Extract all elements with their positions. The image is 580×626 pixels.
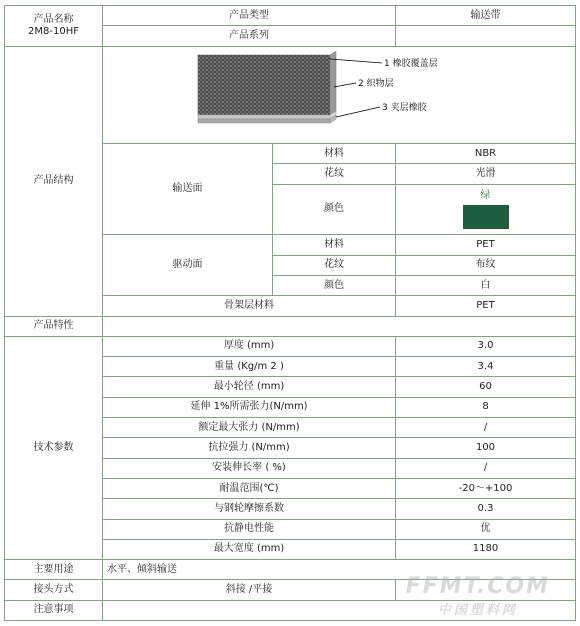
param-value: 1180 [396,539,576,559]
features-label: 产品特性 [5,316,103,336]
product-type-label: 产品类型 [103,6,396,26]
callout-line-3 [336,107,380,117]
conveying-pattern-label: 花纹 [273,164,396,184]
param-value: / [396,458,576,478]
drive-pattern-value: 布纹 [396,255,576,275]
watermark-line1: FFMT.COM [405,574,550,599]
param-value: -20～+100 [396,478,576,498]
conveying-material-value: NBR [396,144,576,164]
callout-line-1 [330,59,382,63]
spec-table [4,5,576,621]
param-name: 耐温范围(℃) [103,478,396,498]
param-value: / [396,418,576,438]
watermark-line2: 中国塑料网 [437,603,518,618]
callout-2: 2 织物层 [358,78,394,89]
tech-params-label: 技术参数 [5,336,103,559]
belt-layer-diagram [194,49,484,141]
drive-color-label: 颜色 [273,275,396,295]
conveying-color-value: 绿 [480,189,491,201]
color-swatch [463,205,509,229]
param-value: 100 [396,438,576,458]
usage-label: 主要用途 [5,560,103,580]
param-name: 延伸 1%所需张力(N/mm) [103,397,396,417]
param-name: 厚度 (mm) [103,336,396,356]
param-value: 3.4 [396,357,576,377]
features-value [103,316,576,336]
structure-label: 产品结构 [5,46,103,316]
param-name: 抗拉强力 (N/mm) [103,438,396,458]
product-name-cell [5,6,103,47]
param-value: 60 [396,377,576,397]
joint-label: 接头方式 [5,580,103,600]
conveying-color-label: 颜色 [273,184,396,235]
drive-material-value: PET [396,235,576,255]
param-name: 与钢轮摩擦系数 [103,499,396,519]
product-type-value: 输送带 [396,6,576,26]
structure-diagram-cell [103,46,576,143]
param-name: 安装伸长率 ( %) [103,458,396,478]
notes-label: 注意事项 [5,600,103,620]
callout-1: 1 橡胶覆盖层 [384,58,438,69]
drive-material-label: 材料 [273,235,396,255]
skeleton-value: PET [396,296,576,316]
param-name: 最小轮径 (mm) [103,377,396,397]
conveying-material-label: 材料 [273,144,396,164]
product-series-value [396,26,576,46]
conveying-color-cell [396,184,576,235]
usage-value: 水平、倾斜输送 [103,560,576,580]
param-value: 3.0 [396,336,576,356]
skeleton-label: 骨架层材料 [103,296,396,316]
drive-pattern-label: 花纹 [273,255,396,275]
param-value: 8 [396,397,576,417]
callout-line-2 [334,83,356,87]
watermark [406,574,550,618]
joint-value: 斜接 /平接 [103,580,396,600]
param-name: 最大宽度 (mm) [103,539,396,559]
product-series-label: 产品系列 [103,26,396,46]
param-value: 优 [396,519,576,539]
callout-3: 3 夹层橡胶 [382,102,427,113]
product-model: 2M8-10HF [28,25,79,37]
drive-color-value: 白 [396,275,576,295]
param-name: 额定最大张力 (N/mm) [103,418,396,438]
conveying-pattern-value: 光滑 [396,164,576,184]
param-name: 抗静电性能 [103,519,396,539]
conveying-face-label: 输送面 [103,144,273,235]
param-name: 重量 (Kg/m 2 ) [103,357,396,377]
product-name-label: 产品名称 [33,13,74,25]
param-value: 0.3 [396,499,576,519]
drive-face-label: 驱动面 [103,235,273,296]
